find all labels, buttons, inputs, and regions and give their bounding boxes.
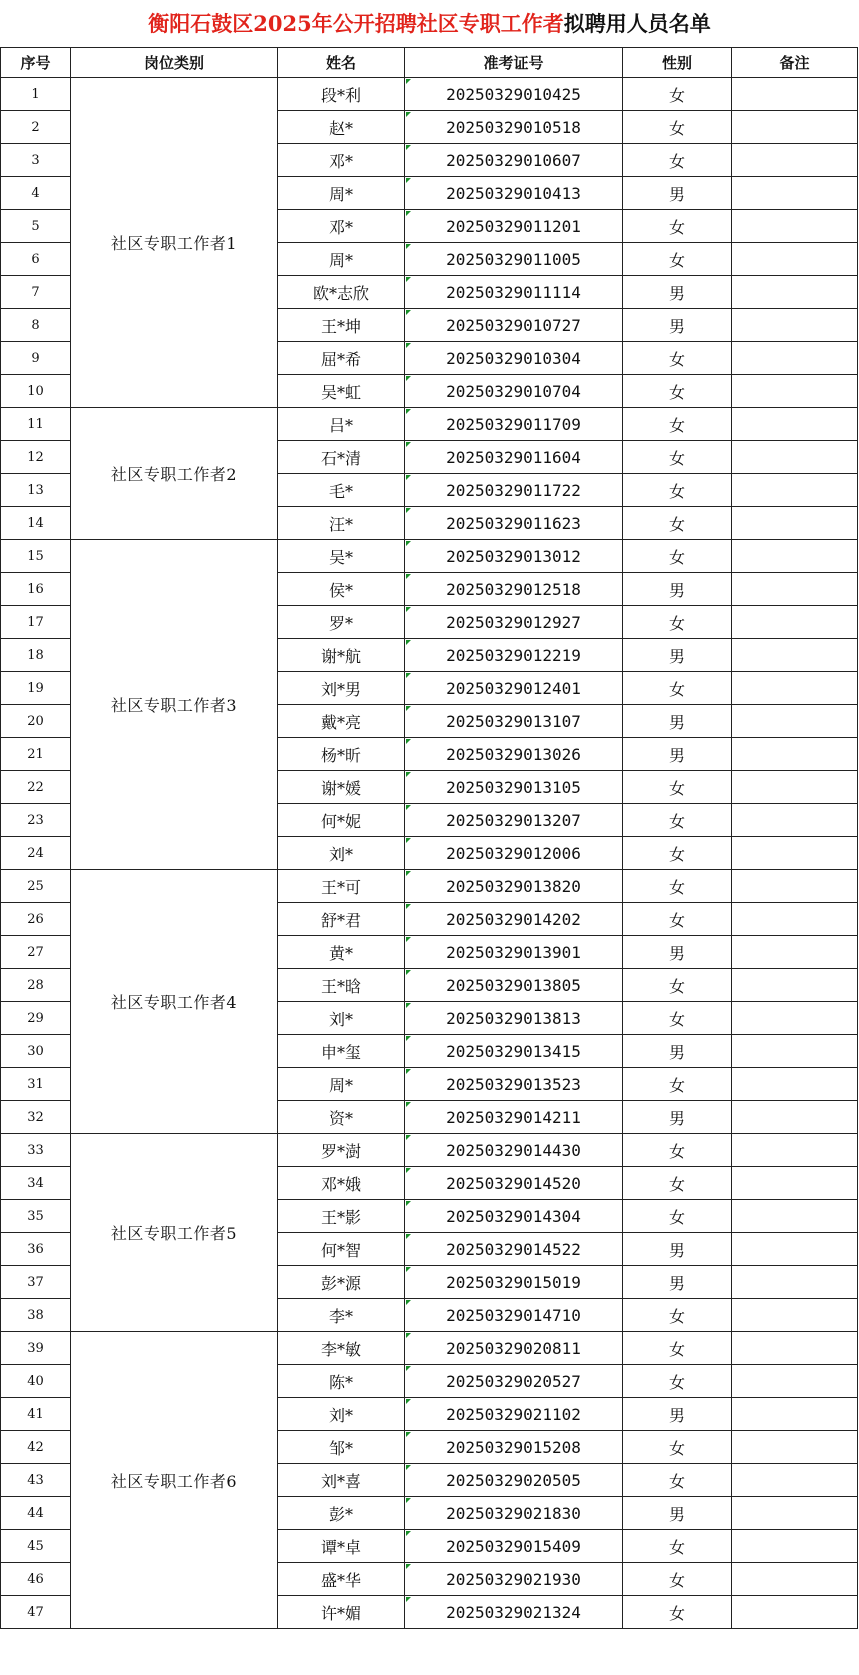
row-seq-cell: 22 [1, 771, 71, 804]
gender-cell: 女 [623, 243, 732, 276]
exam-number-cell: 20250329010607 [405, 144, 623, 177]
exam-number-cell: 20250329014202 [405, 903, 623, 936]
candidate-name-cell: 谢*航 [278, 639, 405, 672]
exam-number-cell: 20250329013813 [405, 1002, 623, 1035]
gender-cell: 女 [623, 1563, 732, 1596]
candidate-name-cell: 侯* [278, 573, 405, 606]
candidate-name-cell: 杨*昕 [278, 738, 405, 771]
note-cell [732, 309, 858, 342]
gender-cell: 女 [623, 1200, 732, 1233]
gender-cell: 女 [623, 375, 732, 408]
exam-number-cell: 20250329011005 [405, 243, 623, 276]
row-seq-cell: 28 [1, 969, 71, 1002]
candidate-name-cell: 王*晗 [278, 969, 405, 1002]
candidate-name-cell: 戴*亮 [278, 705, 405, 738]
gender-cell: 男 [623, 276, 732, 309]
exam-number-cell: 20250329013901 [405, 936, 623, 969]
note-cell [732, 672, 858, 705]
exam-number-cell: 20250329012927 [405, 606, 623, 639]
gender-cell: 女 [623, 1068, 732, 1101]
gender-cell: 女 [623, 474, 732, 507]
gender-cell: 男 [623, 309, 732, 342]
gender-cell: 男 [623, 738, 732, 771]
header-name: 姓名 [278, 48, 405, 78]
table-header-row [1, 48, 858, 78]
row-seq-cell: 16 [1, 573, 71, 606]
position-category-cell: 社区专职工作者6 [71, 1332, 278, 1629]
note-cell [732, 1464, 858, 1497]
row-seq-cell: 45 [1, 1530, 71, 1563]
exam-number-cell: 20250329011114 [405, 276, 623, 309]
exam-number-cell: 20250329012006 [405, 837, 623, 870]
candidate-name-cell: 王*可 [278, 870, 405, 903]
candidate-name-cell: 刘* [278, 1002, 405, 1035]
row-seq-cell: 47 [1, 1596, 71, 1629]
gender-cell: 男 [623, 639, 732, 672]
table-row [1, 870, 858, 903]
candidate-name-cell: 石*清 [278, 441, 405, 474]
candidate-name-cell: 王*坤 [278, 309, 405, 342]
exam-number-cell: 20250329014430 [405, 1134, 623, 1167]
row-seq-cell: 42 [1, 1431, 71, 1464]
row-seq-cell: 15 [1, 540, 71, 573]
row-seq-cell: 34 [1, 1167, 71, 1200]
candidate-name-cell: 黄* [278, 936, 405, 969]
gender-cell: 女 [623, 1530, 732, 1563]
row-seq-cell: 4 [1, 177, 71, 210]
gender-cell: 女 [623, 1332, 732, 1365]
row-seq-cell: 17 [1, 606, 71, 639]
exam-number-cell: 20250329010304 [405, 342, 623, 375]
candidate-name-cell: 刘* [278, 837, 405, 870]
exam-number-cell: 20250329011604 [405, 441, 623, 474]
candidate-name-cell: 罗* [278, 606, 405, 639]
gender-cell: 男 [623, 1035, 732, 1068]
row-seq-cell: 29 [1, 1002, 71, 1035]
note-cell [732, 1233, 858, 1266]
row-seq-cell: 5 [1, 210, 71, 243]
exam-number-cell: 20250329011201 [405, 210, 623, 243]
row-seq-cell: 3 [1, 144, 71, 177]
row-seq-cell: 38 [1, 1299, 71, 1332]
exam-number-cell: 20250329014522 [405, 1233, 623, 1266]
title-highlight: 衡阳石鼓区2025年公开招聘社区专职工作者 [148, 11, 564, 36]
gender-cell: 女 [623, 408, 732, 441]
exam-number-cell: 20250329021102 [405, 1398, 623, 1431]
exam-number-cell: 20250329021930 [405, 1563, 623, 1596]
gender-cell: 女 [623, 1596, 732, 1629]
note-cell [732, 738, 858, 771]
candidate-name-cell: 刘*喜 [278, 1464, 405, 1497]
candidate-name-cell: 彭* [278, 1497, 405, 1530]
note-cell [732, 342, 858, 375]
hiring-list-table [0, 47, 858, 1629]
row-seq-cell: 10 [1, 375, 71, 408]
row-seq-cell: 25 [1, 870, 71, 903]
exam-number-cell: 20250329013523 [405, 1068, 623, 1101]
exam-number-cell: 20250329020811 [405, 1332, 623, 1365]
gender-cell: 女 [623, 144, 732, 177]
note-cell [732, 870, 858, 903]
table-body [1, 78, 858, 1629]
note-cell [732, 1563, 858, 1596]
gender-cell: 女 [623, 1431, 732, 1464]
exam-number-cell: 20250329012219 [405, 639, 623, 672]
candidate-name-cell: 李* [278, 1299, 405, 1332]
exam-number-cell: 20250329010518 [405, 111, 623, 144]
row-seq-cell: 11 [1, 408, 71, 441]
gender-cell: 男 [623, 177, 732, 210]
row-seq-cell: 43 [1, 1464, 71, 1497]
header-position: 岗位类别 [71, 48, 278, 78]
gender-cell: 男 [623, 1398, 732, 1431]
gender-cell: 女 [623, 1365, 732, 1398]
candidate-name-cell: 李*敏 [278, 1332, 405, 1365]
exam-number-cell: 20250329010727 [405, 309, 623, 342]
gender-cell: 男 [623, 1233, 732, 1266]
note-cell [732, 1101, 858, 1134]
note-cell [732, 771, 858, 804]
row-seq-cell: 41 [1, 1398, 71, 1431]
note-cell [732, 1332, 858, 1365]
candidate-name-cell: 刘*男 [278, 672, 405, 705]
exam-number-cell: 20250329013820 [405, 870, 623, 903]
candidate-name-cell: 周* [278, 177, 405, 210]
note-cell [732, 1068, 858, 1101]
exam-number-cell: 20250329013012 [405, 540, 623, 573]
gender-cell: 女 [623, 210, 732, 243]
gender-cell: 女 [623, 1134, 732, 1167]
row-seq-cell: 6 [1, 243, 71, 276]
row-seq-cell: 44 [1, 1497, 71, 1530]
exam-number-cell: 20250329011722 [405, 474, 623, 507]
exam-number-cell: 20250329013105 [405, 771, 623, 804]
note-cell [732, 804, 858, 837]
exam-number-cell: 20250329014520 [405, 1167, 623, 1200]
row-seq-cell: 36 [1, 1233, 71, 1266]
note-cell [732, 1530, 858, 1563]
candidate-name-cell: 赵* [278, 111, 405, 144]
candidate-name-cell: 王*影 [278, 1200, 405, 1233]
gender-cell: 女 [623, 606, 732, 639]
candidate-name-cell: 欧*志欣 [278, 276, 405, 309]
gender-cell: 女 [623, 837, 732, 870]
note-cell [732, 276, 858, 309]
gender-cell: 女 [623, 78, 732, 111]
position-category-cell: 社区专职工作者5 [71, 1134, 278, 1332]
exam-number-cell: 20250329014710 [405, 1299, 623, 1332]
gender-cell: 女 [623, 441, 732, 474]
exam-number-cell: 20250329021324 [405, 1596, 623, 1629]
row-seq-cell: 18 [1, 639, 71, 672]
candidate-name-cell: 吴*虹 [278, 375, 405, 408]
gender-cell: 男 [623, 1101, 732, 1134]
gender-cell: 女 [623, 1167, 732, 1200]
gender-cell: 男 [623, 1497, 732, 1530]
exam-number-cell: 20250329013805 [405, 969, 623, 1002]
exam-number-cell: 20250329013026 [405, 738, 623, 771]
note-cell [732, 1266, 858, 1299]
candidate-name-cell: 邓*娥 [278, 1167, 405, 1200]
header-seq: 序号 [1, 48, 71, 78]
row-seq-cell: 7 [1, 276, 71, 309]
candidate-name-cell: 陈* [278, 1365, 405, 1398]
table-row [1, 408, 858, 441]
candidate-name-cell: 邓* [278, 210, 405, 243]
row-seq-cell: 23 [1, 804, 71, 837]
gender-cell: 女 [623, 903, 732, 936]
note-cell [732, 441, 858, 474]
gender-cell: 女 [623, 1299, 732, 1332]
table-row [1, 540, 858, 573]
candidate-name-cell: 毛* [278, 474, 405, 507]
row-seq-cell: 37 [1, 1266, 71, 1299]
position-category-cell: 社区专职工作者4 [71, 870, 278, 1134]
candidate-name-cell: 汪* [278, 507, 405, 540]
note-cell [732, 177, 858, 210]
note-cell [732, 1431, 858, 1464]
note-cell [732, 1398, 858, 1431]
note-cell [732, 111, 858, 144]
note-cell [732, 573, 858, 606]
note-cell [732, 1200, 858, 1233]
row-seq-cell: 35 [1, 1200, 71, 1233]
title-suffix: 拟聘用人员名单 [563, 11, 711, 36]
candidate-name-cell: 何*智 [278, 1233, 405, 1266]
header-exam-number: 准考证号 [405, 48, 623, 78]
note-cell [732, 1497, 858, 1530]
note-cell [732, 705, 858, 738]
row-seq-cell: 9 [1, 342, 71, 375]
candidate-name-cell: 刘* [278, 1398, 405, 1431]
note-cell [732, 936, 858, 969]
candidate-name-cell: 盛*华 [278, 1563, 405, 1596]
row-seq-cell: 1 [1, 78, 71, 111]
gender-cell: 女 [623, 540, 732, 573]
note-cell [732, 1134, 858, 1167]
row-seq-cell: 12 [1, 441, 71, 474]
exam-number-cell: 20250329012401 [405, 672, 623, 705]
row-seq-cell: 8 [1, 309, 71, 342]
note-cell [732, 639, 858, 672]
row-seq-cell: 26 [1, 903, 71, 936]
position-category-cell: 社区专职工作者1 [71, 78, 278, 408]
candidate-name-cell: 邓* [278, 144, 405, 177]
gender-cell: 男 [623, 936, 732, 969]
exam-number-cell: 20250329013107 [405, 705, 623, 738]
candidate-name-cell: 周* [278, 1068, 405, 1101]
gender-cell: 女 [623, 1464, 732, 1497]
note-cell [732, 408, 858, 441]
note-cell [732, 1002, 858, 1035]
candidate-name-cell: 许*媚 [278, 1596, 405, 1629]
note-cell [732, 1596, 858, 1629]
candidate-name-cell: 谭*卓 [278, 1530, 405, 1563]
gender-cell: 男 [623, 705, 732, 738]
gender-cell: 男 [623, 1266, 732, 1299]
row-seq-cell: 40 [1, 1365, 71, 1398]
candidate-name-cell: 何*妮 [278, 804, 405, 837]
note-cell [732, 375, 858, 408]
exam-number-cell: 20250329020527 [405, 1365, 623, 1398]
row-seq-cell: 30 [1, 1035, 71, 1068]
note-cell [732, 1299, 858, 1332]
exam-number-cell: 20250329012518 [405, 573, 623, 606]
note-cell [732, 144, 858, 177]
gender-cell: 女 [623, 1002, 732, 1035]
row-seq-cell: 27 [1, 936, 71, 969]
row-seq-cell: 19 [1, 672, 71, 705]
row-seq-cell: 33 [1, 1134, 71, 1167]
exam-number-cell: 20250329015019 [405, 1266, 623, 1299]
note-cell [732, 210, 858, 243]
exam-number-cell: 20250329015208 [405, 1431, 623, 1464]
note-cell [732, 969, 858, 1002]
table-row [1, 1134, 858, 1167]
gender-cell: 女 [623, 870, 732, 903]
note-cell [732, 1365, 858, 1398]
position-category-cell: 社区专职工作者3 [71, 540, 278, 870]
candidate-name-cell: 谢*媛 [278, 771, 405, 804]
row-seq-cell: 39 [1, 1332, 71, 1365]
note-cell [732, 837, 858, 870]
exam-number-cell: 20250329011623 [405, 507, 623, 540]
note-cell [732, 78, 858, 111]
candidate-name-cell: 吕* [278, 408, 405, 441]
row-seq-cell: 32 [1, 1101, 71, 1134]
note-cell [732, 903, 858, 936]
exam-number-cell: 20250329010413 [405, 177, 623, 210]
candidate-name-cell: 申*玺 [278, 1035, 405, 1068]
row-seq-cell: 14 [1, 507, 71, 540]
note-cell [732, 474, 858, 507]
gender-cell: 女 [623, 507, 732, 540]
note-cell [732, 540, 858, 573]
header-gender: 性别 [623, 48, 732, 78]
row-seq-cell: 2 [1, 111, 71, 144]
exam-number-cell: 20250329014211 [405, 1101, 623, 1134]
gender-cell: 女 [623, 342, 732, 375]
exam-number-cell: 20250329021830 [405, 1497, 623, 1530]
exam-number-cell: 20250329014304 [405, 1200, 623, 1233]
row-seq-cell: 21 [1, 738, 71, 771]
note-cell [732, 1167, 858, 1200]
table-row [1, 1332, 858, 1365]
candidate-name-cell: 资* [278, 1101, 405, 1134]
position-category-cell: 社区专职工作者2 [71, 408, 278, 540]
row-seq-cell: 13 [1, 474, 71, 507]
row-seq-cell: 31 [1, 1068, 71, 1101]
row-seq-cell: 24 [1, 837, 71, 870]
candidate-name-cell: 屈*希 [278, 342, 405, 375]
gender-cell: 女 [623, 111, 732, 144]
candidate-name-cell: 罗*澍 [278, 1134, 405, 1167]
candidate-name-cell: 段*利 [278, 78, 405, 111]
note-cell [732, 1035, 858, 1068]
exam-number-cell: 20250329015409 [405, 1530, 623, 1563]
row-seq-cell: 20 [1, 705, 71, 738]
exam-number-cell: 20250329013207 [405, 804, 623, 837]
header-note: 备注 [732, 48, 858, 78]
exam-number-cell: 20250329011709 [405, 408, 623, 441]
note-cell [732, 606, 858, 639]
exam-number-cell: 20250329020505 [405, 1464, 623, 1497]
table-row [1, 78, 858, 111]
candidate-name-cell: 吴* [278, 540, 405, 573]
document-title [0, 0, 859, 46]
candidate-name-cell: 彭*源 [278, 1266, 405, 1299]
candidate-name-cell: 舒*君 [278, 903, 405, 936]
note-cell [732, 243, 858, 276]
gender-cell: 女 [623, 804, 732, 837]
gender-cell: 女 [623, 771, 732, 804]
gender-cell: 女 [623, 672, 732, 705]
note-cell [732, 507, 858, 540]
exam-number-cell: 20250329010425 [405, 78, 623, 111]
exam-number-cell: 20250329010704 [405, 375, 623, 408]
gender-cell: 男 [623, 573, 732, 606]
candidate-name-cell: 周* [278, 243, 405, 276]
exam-number-cell: 20250329013415 [405, 1035, 623, 1068]
gender-cell: 女 [623, 969, 732, 1002]
candidate-name-cell: 邹* [278, 1431, 405, 1464]
row-seq-cell: 46 [1, 1563, 71, 1596]
